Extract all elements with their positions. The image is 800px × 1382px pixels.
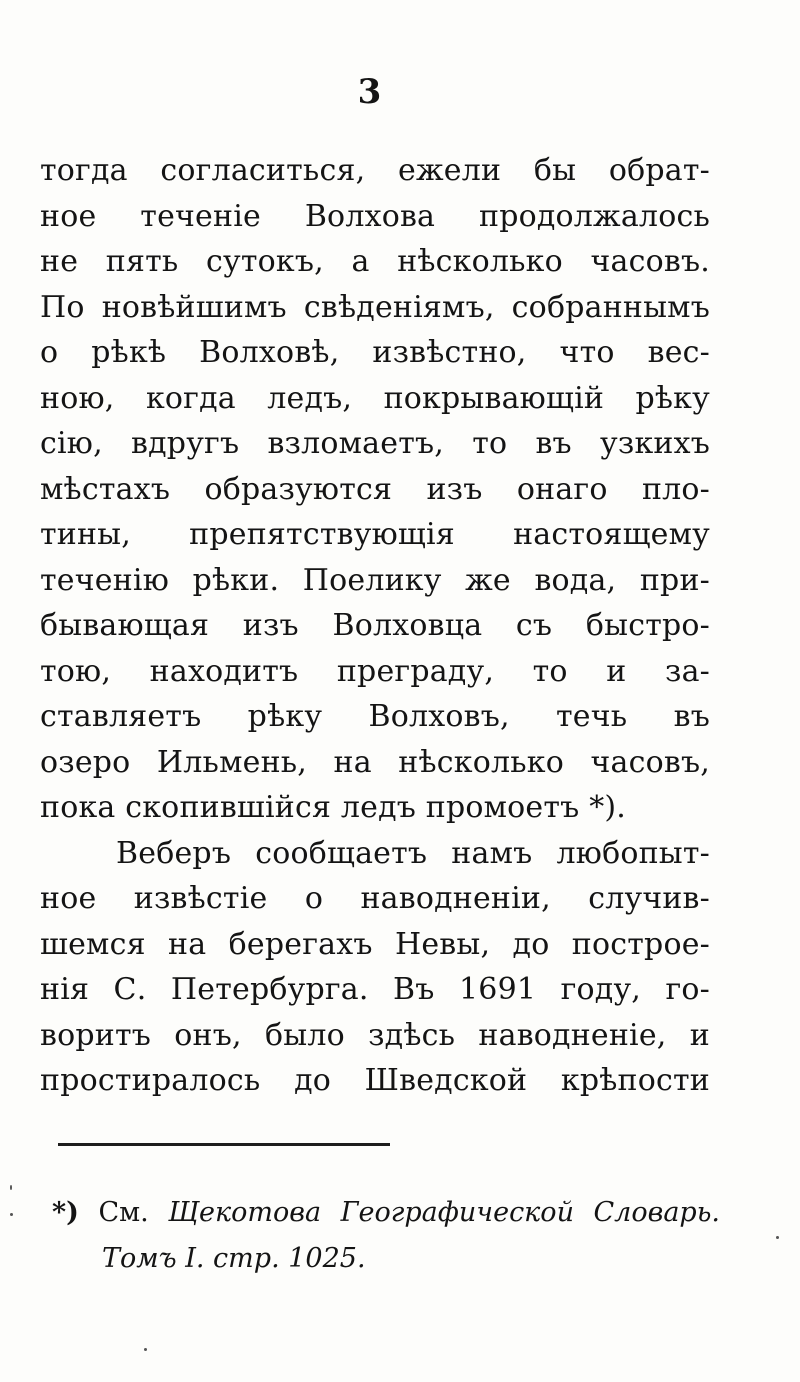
text-line: не пять сутокъ, а нѣсколько часовъ. xyxy=(40,244,710,279)
text-line: шемся на берегахъ Невы, до построе- xyxy=(40,926,710,962)
text-line-paragraph-start: Веберъ сообщаетъ намъ любопыт- xyxy=(116,835,710,871)
body-text xyxy=(40,148,710,1104)
footnote xyxy=(52,1190,720,1282)
text-line: тины, препятствующія настоящему xyxy=(40,517,710,552)
scan-speck xyxy=(10,1213,13,1216)
scan-speck xyxy=(10,1185,12,1190)
footnote-citation: Щекотова Географической Словарь. xyxy=(168,1197,720,1228)
scan-speck xyxy=(144,1348,147,1351)
text-line: мѣстахъ образуются изъ онаго пло- xyxy=(40,471,710,507)
page-number: 3 xyxy=(357,72,383,112)
text-line: сію, вдругъ взломаетъ, то въ узкихъ xyxy=(40,426,710,461)
footnote-prefix: См. xyxy=(98,1197,149,1228)
text-line: нія С. Петербурга. Въ 1691 году, го- xyxy=(40,972,710,1007)
text-line: озеро Ильмень, на нѣсколько часовъ, xyxy=(40,744,710,780)
text-line: пока скопившійся ледъ промоетъ *). xyxy=(40,790,627,825)
text-line: бывающая изъ Волховца съ быстро- xyxy=(40,608,710,643)
footnote-marker: *) xyxy=(52,1197,79,1228)
text-line: ное извѣстіе о наводненіи, случив- xyxy=(40,881,710,916)
footnote-line-2: Томъ I. стр. 1025. xyxy=(102,1243,366,1274)
text-line: ною, когда ледъ, покрывающій рѣку xyxy=(40,380,710,416)
text-line: тогда согласиться, ежели бы обрат- xyxy=(40,153,710,188)
text-line: ставляетъ рѣку Волховъ, течь въ xyxy=(40,699,710,734)
text-line: По новѣйшимъ свѣденіямъ, собраннымъ xyxy=(40,289,710,325)
text-line: тою, находитъ преграду, то и за- xyxy=(40,653,710,689)
footnote-rule xyxy=(58,1143,390,1146)
footnote-line-1 xyxy=(52,1190,720,1236)
scan-speck xyxy=(776,1236,779,1239)
text-line: о рѣкѣ Волховѣ, извѣстно, что вес- xyxy=(40,335,710,370)
text-line: ное теченіе Волхова продолжалось xyxy=(40,198,710,234)
text-line: теченію рѣки. Поелику же вода, при- xyxy=(40,562,710,598)
text-line: воритъ онъ, было здѣсь наводненіе, и xyxy=(40,1017,710,1053)
text-line: простиралось до Шведской крѣпости xyxy=(40,1063,710,1098)
